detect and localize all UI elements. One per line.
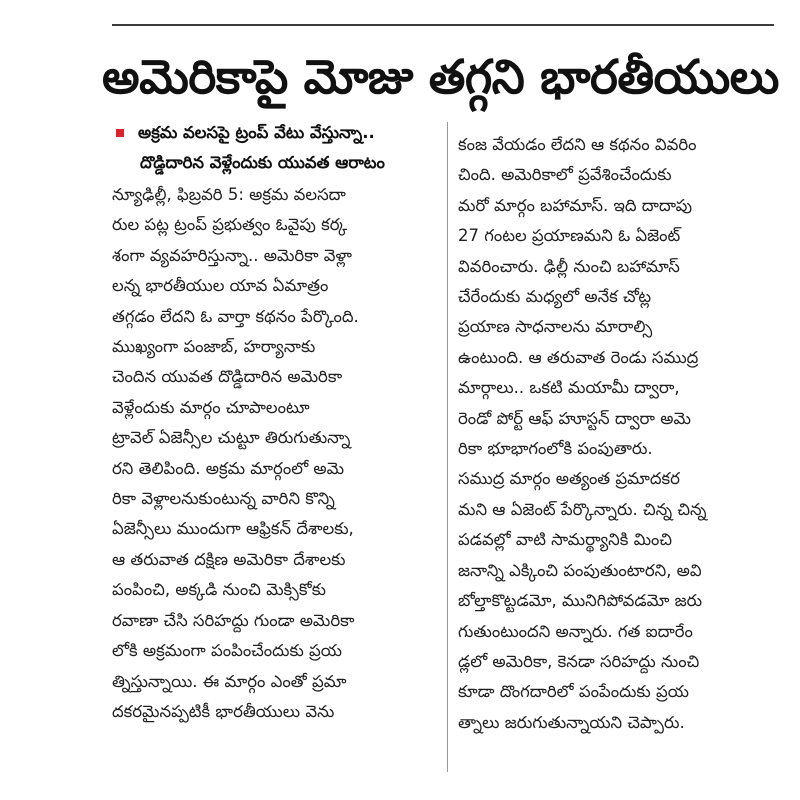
- body-line: త్నిస్తున్నాయి. ఈ మార్గం ఎంతో ప్రమా: [112, 671, 347, 691]
- red-square-bullet-icon: [116, 129, 124, 137]
- body-line: రెండో పోర్ట్ ఆఫ్ హూస్టన్ ద్వారా అమె: [458, 408, 691, 428]
- deck-line-2: దొడ్డిదారిన వెళ్లేందుకు యువత ఆరాటం: [140, 153, 385, 172]
- right-column: [458, 130, 778, 738]
- column-divider: [447, 122, 448, 772]
- body-line: తగ్గడం లేదని ఓ వార్తా కథనం పేర్కొంది.: [112, 306, 359, 326]
- body-line: ముఖ్యంగా పంజాబ్, హర్యానాకు: [112, 337, 316, 357]
- body-line: వెళ్లేందుకు మార్గం చూపాలంటూ: [112, 397, 310, 417]
- body-line: లోకి అక్రమంగా పంపించేందుకు ప్రయ: [112, 641, 342, 661]
- body-line: ఉంటుంది. ఆ తరువాత రెండు సముద్ర: [458, 347, 699, 367]
- body-line: ట్రావెల్ ఏజెన్సీల చుట్టూ తిరుగుతున్నా: [112, 428, 351, 448]
- deck-text-1: అక్రమ వలసపై ట్రంప్ వేటు వేస్తున్నా..: [138, 123, 375, 142]
- body-line: జనాన్ని ఎక్కించి పంపుతుంటారని, అవి: [458, 560, 702, 580]
- body-line: సముద్ర మార్గం అత్యంత ప్రమాదకర: [458, 469, 680, 489]
- body-line: న్యూఢిల్లీ, ఫిబ్రవరి 5: అక్రమ వలసదా: [112, 185, 346, 204]
- left-column-body: [112, 180, 438, 727]
- body-line: డ్లలో అమెరికా, కెనడా సరిహద్దు నుంచి: [458, 651, 700, 671]
- body-line: చేరేందుకు మధ్యలో అనేక చోట్ల: [458, 287, 652, 307]
- left-column: [112, 118, 438, 727]
- body-line: శంగా వ్యవహరిస్తున్నా.. అమెరికా వెళ్లా: [112, 245, 352, 265]
- body-line: చింది. అమెరికాలో ప్రవేశించేందుకు: [458, 165, 672, 185]
- body-line: పంపించి, అక్కడి నుంచి మెక్సికోకు: [112, 580, 327, 600]
- body-line: ఆ తరువాత దక్షిణ అమెరికా దేశాలకు: [112, 549, 346, 569]
- body-line: రుల పట్ల ట్రంప్ ప్రభుత్వం ఓవైపు కర్క: [112, 215, 348, 235]
- top-rule: [112, 24, 774, 26]
- body-line: రికా భూభాగంలోకి పంపుతారు.: [458, 439, 653, 459]
- body-line: చెందిన యువత దొడ్డిదారిన అమెరికా: [112, 367, 343, 387]
- body-line: ఏజెన్సీలు ముందుగా ఆఫ్రికన్ దేశాలకు,: [112, 519, 354, 539]
- body-line: మని ఆ ఏజెంట్ పేర్కొన్నారు. చిన్న చిన్న: [458, 499, 707, 519]
- body-line: వివరించారు. ఢిల్లీ నుంచి బహామాస్: [458, 256, 680, 276]
- body-line: కంజ వేయడం లేదని ఆ కథనం వివరిం: [458, 135, 697, 154]
- body-line: రని తెలిపింది. అక్రమ మార్గంలో అమె: [112, 458, 345, 478]
- deck-line-1: [112, 118, 438, 148]
- body-line: మార్గాలు.. ఒకటి మయామీ ద్వారా,: [458, 378, 680, 398]
- body-line: త్నాలు జరుగుతున్నాయని చెప్పారు.: [458, 712, 685, 732]
- body-line: రికా వెళ్లాలనుకుంటున్న వారిని కొన్ని: [112, 489, 335, 509]
- body-line: మరో మార్గం బహామాస్. ఇది దాదాపు: [458, 195, 693, 215]
- body-line: కూడా దొంగదారిలో పంపేందుకు ప్రయ: [458, 682, 689, 702]
- body-line: గుతుంటుందని అన్నారు. గత ఐదారేం: [458, 621, 693, 641]
- body-line: బోల్తాకొట్టడమో, మునిగిపోవడమో జరు: [458, 591, 703, 611]
- body-line: రవాణా చేసి సరిహద్దు గుండా అమెరికా: [112, 610, 355, 630]
- body-line: దకరమైనప్పటికీ భారతీయులు వెను: [112, 701, 335, 721]
- headline: అమెరికాపై మోజు తగ్గని భారతీయులు: [102, 50, 779, 105]
- body-line: లన్న భారతీయుల యావ ఏమాత్రం: [112, 276, 329, 296]
- body-line: ప్రయాణ సాధనాలను మారాల్సి: [458, 317, 653, 337]
- body-line: 27 గంటల ప్రయాణమని ఓ ఏజెంట్: [458, 226, 681, 246]
- body-line: పడవల్లో వాటి సామర్థ్యానికి మించి: [458, 530, 673, 550]
